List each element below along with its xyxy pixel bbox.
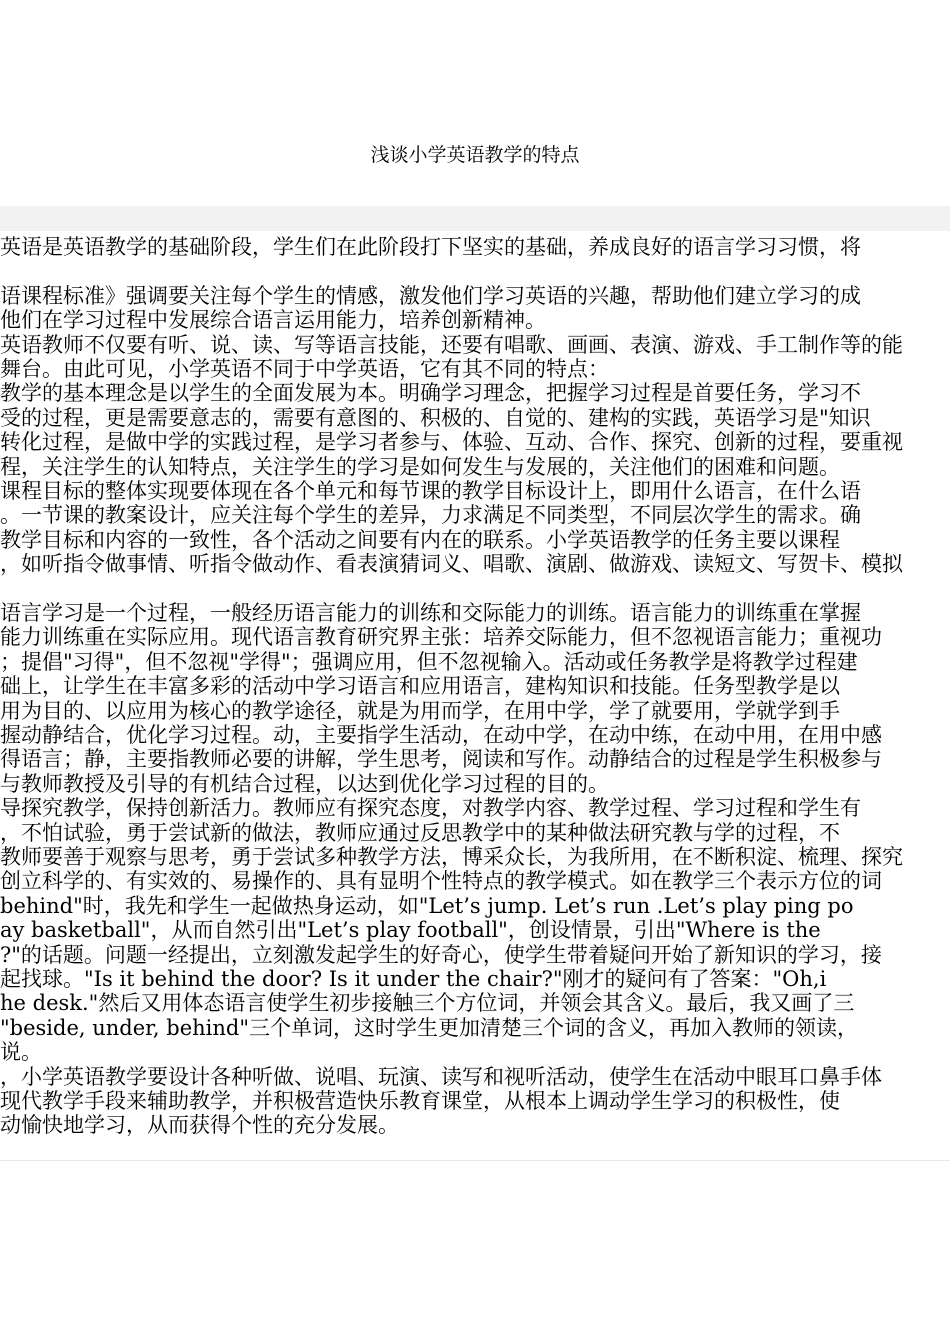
- text-line: 英语是英语教学的基础阶段，学生们在此阶段打下坚实的基础，养成良好的语言学习习惯，将: [0, 235, 861, 259]
- text-line: ?"的话题。问题一经提出，立刻激发起学生的好奇心，使学生带着疑问开始了新知识的学习，接: [0, 942, 882, 967]
- text-line: 得语言；静，主要指教师必要的讲解，学生思考，阅读和写作。动静结合的过程是学生积极参与: [0, 747, 882, 772]
- text-line: 用为目的、以应用为核心的教学途径，就是为用而学，在用中学，学了就要用，学就学到手: [0, 698, 840, 723]
- text-line: 。一节课的教案设计，应关注每个学生的差异，力求满足不同类型，不同层次学生的需求。确: [0, 503, 861, 528]
- text-line: 能力训练重在实际应用。现代语言教育研究界主张：培养交际能力，但不忽视语言能力；重视功: [0, 625, 882, 650]
- text-line: 动愉快地学习，从而获得个性的充分发展。: [0, 1113, 399, 1138]
- text-line: 英语教师不仅要有听、说、读、写等语言技能，还要有唱歌、画画、表演、游戏、手工制作等的能: [0, 332, 903, 357]
- text-line: ，如听指令做事情、听指令做动作、看表演猜词义、唱歌、演剧、做游戏、读短文、写贺卡、模拟: [0, 552, 903, 577]
- text-line: 教师要善于观察与思考，勇于尝试多种教学方法，博采众长，为我所用，在不断积淀、梳理、探究: [0, 845, 903, 869]
- page-gap: [0, 206, 950, 231]
- text-line: 起找球。"Is it behind the door? Is it under the chair?"刚才的疑问有了答案："Oh,i: [0, 967, 827, 991]
- text-line: 与教师教授及引导的有机结合过程，以达到优化学习过程的目的。: [0, 771, 609, 796]
- blank-line: [0, 259, 950, 283]
- text-line: 舞台。由此可见，小学英语不同于中学英语，它有其不同的特点：: [0, 357, 609, 381]
- text-line: ，小学英语教学要设计各种听做、说唱、玩演、读写和视听活动，使学生在活动中眼耳口鼻手体: [0, 1064, 882, 1089]
- text-line: 教学的基本理念是以学生的全面发展为本。明确学习理念，把握学习过程是首要任务，学习不: [0, 381, 861, 406]
- text-line: 教学目标和内容的一致性，各个活动之间要有内在的联系。小学英语教学的任务主要以课程: [0, 527, 840, 552]
- text-line: ；提倡"习得"，但不忽视"学得"；强调应用，但不忽视输入。活动或任务教学是将教学过程建: [0, 649, 858, 674]
- text-line: he desk."然后又用体态语言使学生初步接触三个方位词，并领会其含义。最后，我又画了三: [0, 991, 855, 1016]
- text-line: 创立科学的、有实效的、易操作的、具有显明个性特点的教学模式。如在教学三个表示方位的词: [0, 869, 882, 894]
- text-line: ay basketball"，从而自然引出"Let’s play football"，创设情景，引出"Where is the: [0, 918, 821, 943]
- text-line: 导探究教学，保持创新活力。教师应有探究态度，对教学内容、教学过程、学习过程和学生有: [0, 796, 861, 821]
- text-line: 受的过程，更是需要意志的，需要有意图的、积极的、自觉的、建构的实践，英语学习是"知识: [0, 405, 871, 430]
- text-line: 程，关注学生的认知特点，关注学生的学习是如何发生与发展的，关注他们的困难和问题。: [0, 454, 840, 479]
- text-line: 说。: [0, 1040, 42, 1065]
- document-title: 浅谈小学英语教学的特点: [370, 144, 580, 166]
- text-line: 课程目标的整体实现要体现在各个单元和每节课的教学目标设计上，即用什么语言，在什么语: [0, 479, 861, 503]
- text-line: 转化过程，是做中学的实践过程，是学习者参与、体验、互动、合作、探究、创新的过程，要重视: [0, 430, 903, 455]
- text-line: 础上，让学生在丰富多彩的活动中学习语言和应用语言，建构知识和技能。任务型教学是以: [0, 674, 840, 699]
- text-line: 语课程标准》强调要关注每个学生的情感，激发他们学习英语的兴趣，帮助他们建立学习的成: [0, 283, 861, 308]
- text-line: 他们在学习过程中发展综合语言运用能力，培养创新精神。: [0, 308, 546, 333]
- text-line: 语言学习是一个过程，一般经历语言能力的训练和交际能力的训练。语言能力的训练重在掌握: [0, 601, 861, 625]
- document-body: [0, 231, 950, 1161]
- text-line: ，不怕试验，勇于尝试新的做法，教师应通过反思教学中的某种做法研究教与学的过程，不: [0, 820, 840, 845]
- text-line: 握动静结合，优化学习过程。动，主要指学生活动，在动中学，在动中练，在动中用，在用中感: [0, 723, 882, 747]
- text-line: "beside, under, behind"三个单词，这时学生更加清楚三个词的含义，再加入教师的领读，: [0, 1015, 858, 1040]
- blank-line: [0, 577, 950, 601]
- text-line: 现代教学手段来辅助教学，并积极营造快乐教育课堂，从根本上调动学生学习的积极性，使: [0, 1089, 840, 1113]
- text-line: behind"时，我先和学生一起做热身运动，如"Let’s jump. Let’s run .Let’s play ping po: [0, 893, 854, 918]
